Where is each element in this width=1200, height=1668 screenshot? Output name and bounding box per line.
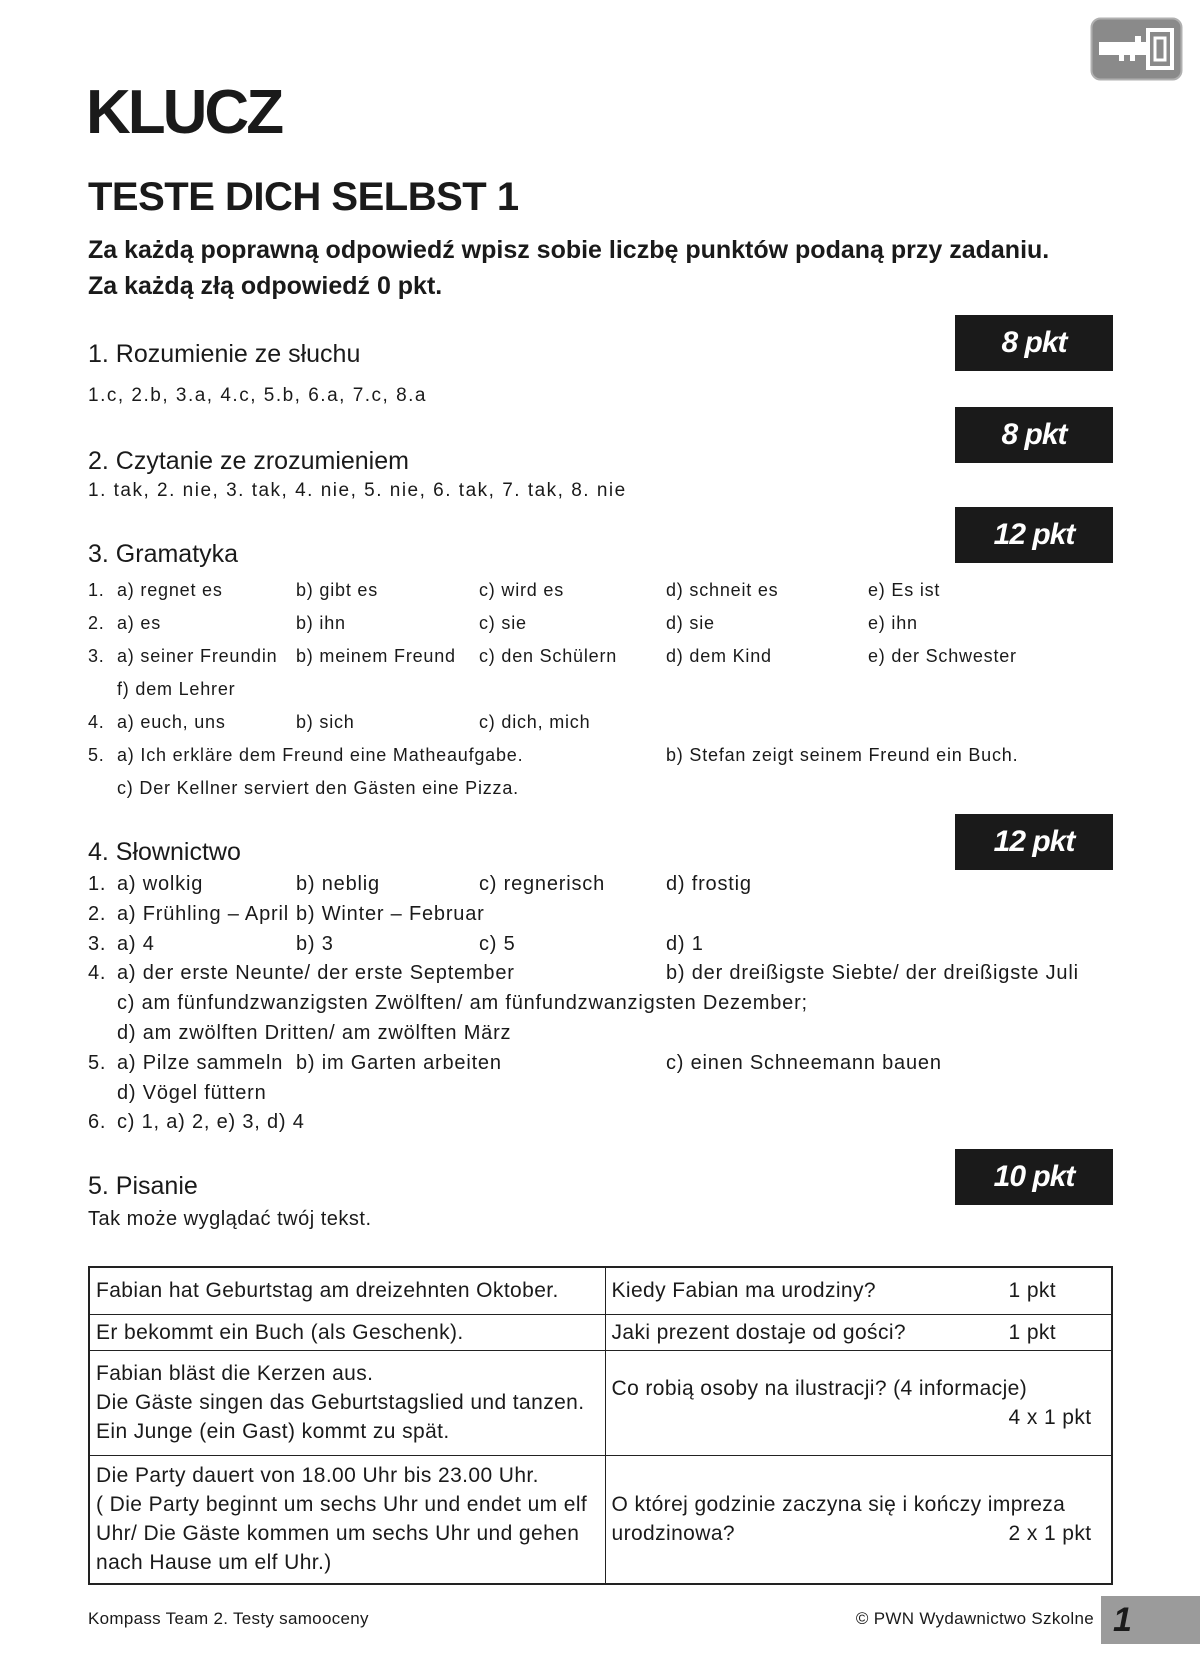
question-text: urodzinowa? — [611, 1522, 735, 1546]
question-text: Co robią osoby na ilustracji? (4 informacje) — [611, 1376, 1028, 1400]
vocabulary-row — [0, 959, 1200, 987]
points-label: 8 pkt — [1001, 326, 1067, 359]
instruction-line: Za każdą złą odpowiedź 0 pkt. — [88, 272, 443, 300]
answer-item: e) Es ist — [868, 580, 941, 600]
answer-item: c) 1, a) 2, e) 3, d) 4 — [117, 1111, 305, 1133]
sample-answer-line: Uhr/ Die Gäste kommen um sechs Uhr und gehen — [96, 1522, 580, 1546]
answer-item: b) Winter – Februar — [296, 903, 485, 925]
answer-item: c) Der Kellner serviert den Gästen eine Pizza. — [117, 778, 519, 798]
row-number: 2. — [88, 903, 107, 925]
sample-answer-line: Die Party dauert von 18.00 Uhr bis 23.00 Uhr. — [96, 1464, 539, 1488]
answer-line: 1. tak, 2. nie, 3. tak, 4. nie, 5. nie, 6. tak, 7. tak, 8. nie — [88, 480, 627, 501]
row-number: 4. — [88, 712, 105, 732]
answer-item: b) gibt es — [296, 580, 379, 600]
table-row — [89, 1314, 1112, 1350]
sample-answer-cell — [89, 1314, 605, 1350]
sample-answer-cell — [89, 1350, 605, 1455]
points-text: 4 x 1 pkt — [1008, 1405, 1092, 1429]
question-text: Jaki prezent dostaje od gości? — [611, 1320, 907, 1344]
answer-item: b) sich — [296, 712, 355, 732]
question-line — [612, 1276, 1106, 1305]
answer-item: d) sie — [666, 613, 715, 633]
row-number: 5. — [88, 1052, 107, 1074]
points-text: 2 x 1 pkt — [1008, 1522, 1092, 1546]
section-heading: 2. Czytanie ze zrozumieniem — [88, 447, 409, 475]
page-number-box — [1101, 1596, 1200, 1644]
answer-item: e) der Schwester — [868, 646, 1017, 666]
footer-publisher: © PWN Wydawnictwo Szkolne — [855, 1609, 1094, 1628]
section-heading: 1. Rozumienie ze słuchu — [88, 340, 361, 368]
sample-answer-line: Fabian hat Geburtstag am dreizehnten Oktober. — [96, 1279, 559, 1303]
sample-answer-line: Die Gäste singen das Geburtstagslied und tanzen. — [96, 1391, 585, 1414]
question-line — [612, 1318, 1106, 1347]
vocabulary-row-continuation — [0, 989, 1200, 1017]
answer-item: a) seiner Freundin — [117, 646, 278, 666]
answer-item: a) der erste Neunte/ der erste September — [117, 962, 515, 984]
row-number: 6. — [88, 1111, 107, 1133]
question-text: O której godzinie zaczyna się i kończy impreza — [611, 1493, 1066, 1517]
sample-answer-line: ( Die Party beginnt um sechs Uhr und endet um elf — [96, 1493, 588, 1517]
answer-item: a) es — [117, 613, 162, 633]
points-badge — [955, 1149, 1113, 1205]
answer-item: c) wird es — [479, 580, 565, 600]
answer-item: a) wolkig — [117, 873, 204, 895]
test-title: TESTE DICH SELBST 1 — [88, 175, 519, 219]
points-label: 12 pkt — [993, 518, 1075, 551]
writing-intro: Tak może wyglądać twój tekst. — [88, 1208, 372, 1230]
answer-item: c) regnerisch — [479, 873, 605, 895]
grammar-row-continuation — [0, 676, 1200, 702]
instruction-line: Za każdą poprawną odpowiedź wpisz sobie liczbę punktów podaną przy zadaniu. — [88, 236, 1050, 264]
answer-item: b) neblig — [296, 873, 380, 895]
answer-item: a) Frühling – April — [117, 903, 289, 925]
sample-answer-line: Er bekommt ein Buch (als Geschenk). — [96, 1320, 464, 1344]
row-number: 3. — [88, 646, 105, 666]
key-icon — [1090, 17, 1183, 81]
points-badge — [955, 407, 1113, 463]
answer-item: b) Stefan zeigt seinem Freund ein Buch. — [666, 745, 1019, 765]
answer-item: d) schneit es — [666, 580, 779, 600]
answer-item: d) Vögel füttern — [117, 1082, 267, 1104]
answer-item: c) am fünfundzwanzigsten Zwölften/ am fünfundzwanzigsten Dezember; — [117, 992, 808, 1014]
section-heading: 5. Pisanie — [88, 1172, 198, 1200]
footer-book-title: Kompass Team 2. Testy samooceny — [88, 1609, 369, 1628]
points-badge — [955, 507, 1113, 563]
page-title: KLUCZ — [86, 78, 282, 147]
answer-item: c) sie — [479, 613, 527, 633]
answer-item: c) den Schülern — [479, 646, 618, 666]
points-label: 10 pkt — [993, 1160, 1075, 1193]
row-number: 1. — [88, 873, 107, 895]
vocabulary-row — [0, 870, 1200, 898]
vocabulary-row — [0, 1049, 1200, 1077]
question-line — [612, 1374, 1106, 1403]
question-cell — [605, 1314, 1112, 1350]
row-number: 4. — [88, 962, 107, 984]
points-badge — [955, 814, 1113, 870]
writing-table — [88, 1266, 1113, 1585]
table-row — [89, 1350, 1112, 1455]
question-cell — [605, 1455, 1112, 1584]
answer-item: c) einen Schneemann bauen — [666, 1052, 942, 1074]
section-heading: 4. Słownictwo — [88, 838, 241, 866]
answer-item: a) Ich erkläre dem Freund eine Matheaufgabe. — [117, 745, 524, 765]
answer-item: d) am zwölften Dritten/ am zwölften März — [117, 1022, 512, 1044]
answer-item: c) 5 — [479, 933, 516, 955]
answer-item: b) der dreißigste Siebte/ der dreißigste Juli — [666, 962, 1079, 984]
sample-answer-line: nach Hause um elf Uhr.) — [96, 1551, 332, 1575]
answer-item: b) ihn — [296, 613, 346, 633]
answer-item: c) dich, mich — [479, 712, 591, 732]
answer-line: 1.c, 2.b, 3.a, 4.c, 5.b, 6.a, 7.c, 8.a — [88, 385, 428, 406]
points-text: 1 pkt — [1008, 1320, 1057, 1344]
vocabulary-row-continuation — [0, 1079, 1200, 1107]
sample-answer-line: Fabian bläst die Kerzen aus. — [96, 1362, 374, 1385]
grammar-row — [0, 577, 1200, 603]
answer-item: d) frostig — [666, 873, 752, 895]
answer-item: b) meinem Freund — [296, 646, 456, 666]
vocabulary-row — [0, 900, 1200, 928]
answer-item: a) euch, uns — [117, 712, 226, 732]
points-label: 12 pkt — [993, 825, 1075, 858]
row-number: 5. — [88, 745, 105, 765]
answer-item: e) ihn — [868, 613, 918, 633]
question-cell — [605, 1350, 1112, 1455]
grammar-row — [0, 643, 1200, 669]
row-number: 3. — [88, 933, 107, 955]
sample-answer-cell — [89, 1455, 605, 1584]
points-label: 8 pkt — [1001, 418, 1067, 451]
row-number: 1. — [88, 580, 105, 600]
vocabulary-row-continuation — [0, 1019, 1200, 1047]
vocabulary-row — [0, 1108, 1200, 1136]
question-text: Kiedy Fabian ma urodziny? — [611, 1279, 876, 1303]
answer-item: f) dem Lehrer — [117, 679, 236, 699]
grammar-row-continuation — [0, 775, 1200, 801]
answer-item: b) 3 — [296, 933, 334, 955]
question-cell — [605, 1267, 1112, 1314]
points-text: 1 pkt — [1008, 1279, 1057, 1303]
answer-item: a) regnet es — [117, 580, 223, 600]
question-line — [612, 1403, 1106, 1432]
question-line — [612, 1519, 1106, 1548]
table-row — [89, 1455, 1112, 1584]
vocabulary-row — [0, 930, 1200, 958]
answer-item: a) 4 — [117, 933, 155, 955]
points-badge — [955, 315, 1113, 371]
answer-item: d) dem Kind — [666, 646, 772, 666]
sample-answer-line: Ein Junge (ein Gast) kommt zu spät. — [96, 1420, 450, 1443]
grammar-row — [0, 742, 1200, 768]
sample-answer-cell — [89, 1267, 605, 1314]
answer-item: b) im Garten arbeiten — [296, 1052, 502, 1074]
section-heading: 3. Gramatyka — [88, 540, 239, 568]
grammar-row — [0, 610, 1200, 636]
answer-item: a) Pilze sammeln — [117, 1052, 284, 1074]
grammar-row — [0, 709, 1200, 735]
row-number: 2. — [88, 613, 105, 633]
page-number: 1 — [1113, 1601, 1132, 1639]
answer-item: d) 1 — [666, 933, 704, 955]
table-row — [89, 1267, 1112, 1314]
question-line — [612, 1490, 1106, 1519]
